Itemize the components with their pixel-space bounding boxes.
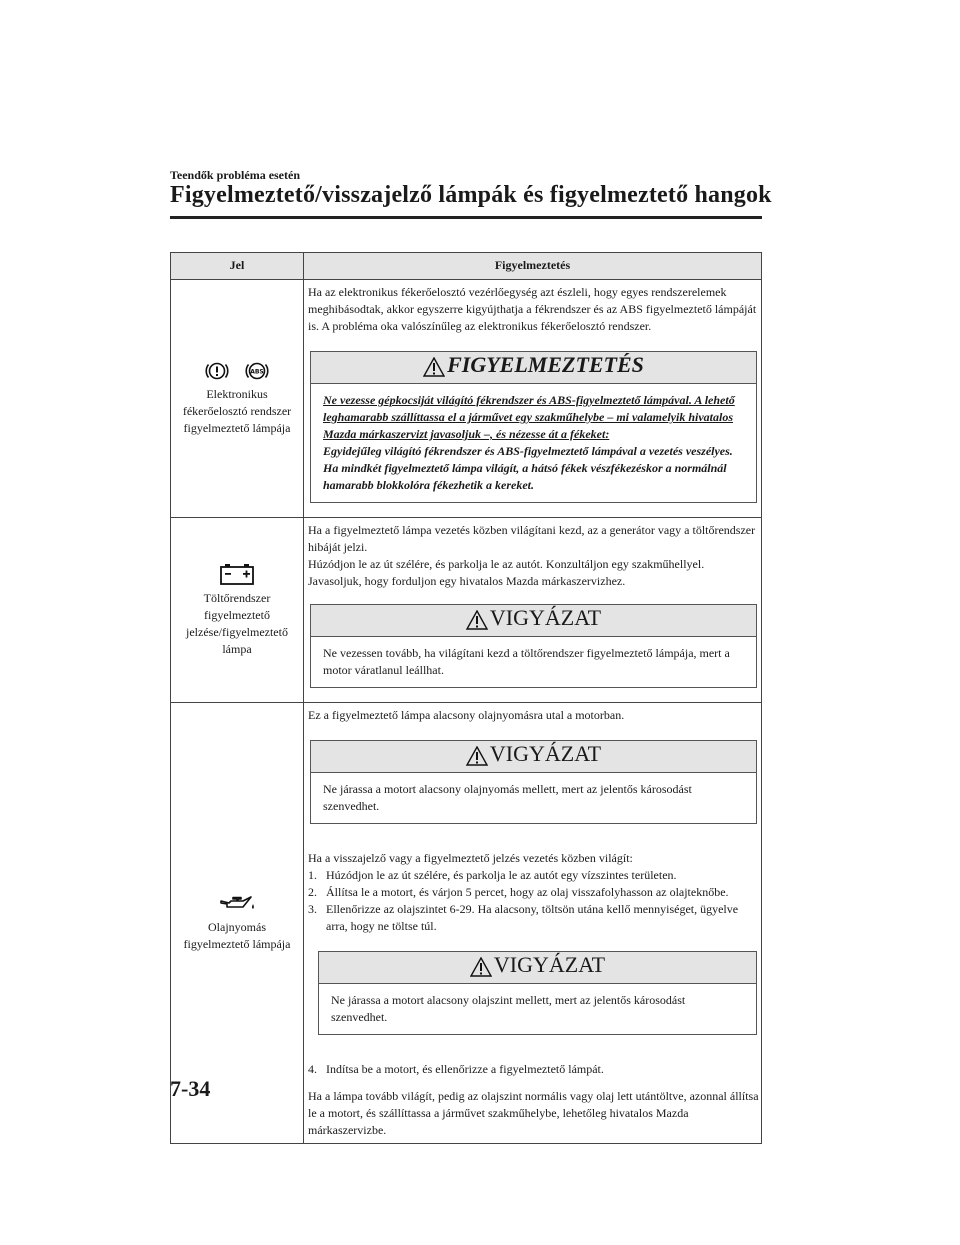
caution-box-header [311,605,756,637]
warning-cell [304,280,762,518]
caution-box-body: Ne járassa a motort alacsony olajnyomás mellett, mert az jelentős károsodást szenvedhet. [323,781,692,813]
list-item: 2. Állítsa le a motort, és várjon 5 percet, hogy az olaj visszafolyhasson az olajteknőbe. [308,884,729,899]
column-header-warning: Figyelmeztetés [304,253,762,280]
warning-cell [304,517,762,702]
column-header-symbol: Jel [171,253,304,280]
symbol-label: Töltőrendszer figyelmeztető jelzése/figyelmeztető lámpa [186,590,288,656]
warning-triangle-icon [470,957,492,977]
page-title: Figyelmeztető/visszajelző lámpák és figyelmeztető hangok [170,182,772,208]
oil-can-icon [217,893,257,915]
warning-box-body [311,384,756,502]
symbol-cell [171,517,304,702]
list-item: 3. Ellenőrizze az olajszintet 6-29. Ha alacsony, töltsön utána kellő mennyiséget, ügyelve arra, hogy ne töltse túl. [308,901,739,933]
caution-box [310,604,757,688]
list-item: 1. Húzódjon le az út szélére, és parkolja le az autót egy vízszintes területen. [308,867,677,882]
steps-list [308,1061,759,1078]
symbol-label: Elektronikus fékerőelosztó rendszer figyelmeztető lámpája [182,386,292,435]
section-label: Teendők probléma esetén [170,168,301,182]
warning-triangle-icon [466,610,488,630]
abs-icon-text: ABS [250,368,264,376]
warning-box-title: FIGYELMEZTETÉS [447,352,644,377]
table-row [171,702,762,1143]
brake-warning-icon [204,360,230,382]
abs-icon [244,360,270,382]
warning-cell [304,702,762,1143]
list-item: 4. Indítsa be a motort, és ellenőrizze a figyelmeztető lámpát. [308,1061,604,1076]
caution-box-title: VIGYÁZAT [493,951,606,977]
caution-box [318,951,757,1035]
description-text: Ez a figyelmeztető lámpa alacsony olajnyomásra utal a motorban. [308,707,625,722]
description-text: Ha a visszajelző vagy a figyelmeztető jelzés vezetés közben világít: [308,850,633,865]
caution-box [310,740,757,824]
description-text: Húzódjon le az út szélére, és parkolja le az autót. Konzultáljon egy szakműhellyel. Javasoljuk, hogy forduljon egy hivatalos Mazda márkaszervizhez. [308,556,705,588]
warning-text-2: Egyidejűleg világító fékrendszer és ABS-figyelmeztető lámpával a vezetés veszélyes. Ha mindkét figyelmeztető lámpa világít, a hátsó fékek vészfékezéskor a normálnál hamarabb blokkolóra fékezhetik a kereket. [323,443,733,492]
table-row [171,280,762,518]
warning-box [310,351,757,503]
description-text: Ha az elektronikus fékerőelosztó vezérlőegység azt észleli, hogy egyes rendszerelemek meghibásodtak, akkor egyszerre kigyújthatja a fékrendszer és az ABS figyelmeztető lámpáját is. A probléma oka valószínűleg az elektronikus fékerőelosztó rendszer. [308,285,757,333]
steps-list [308,867,759,935]
caution-box-title: VIGYÁZAT [489,604,602,630]
battery-icon [219,562,255,586]
symbol-cell [171,280,304,518]
warning-box-header [311,352,756,384]
title-rule [170,216,762,219]
description-text: Ha a figyelmeztető lámpa vezetés közben világítani kezd, az a generátor vagy a töltőrendszer hibáját jelzi. [308,522,756,554]
description-text: Ha a lámpa tovább világít, pedig az olajszint normális vagy olaj lett utántöltve, azonnal állítsa le a motort, és szállíttassa a járművet szakműhelybe, lehetőleg hivatalos Mazda márkaszervizbe. [308,1088,759,1137]
warning-triangle-icon [466,746,488,766]
caution-box-body: Ne vezessen tovább, ha világítani kezd a töltőrendszer figyelmeztető lámpája, mert a motor váratlanul leállhat. [323,645,730,677]
caution-box-title: VIGYÁZAT [489,740,602,766]
warning-triangle-icon [423,357,445,377]
warning-text-1: Ne vezesse gépkocsiját világító fékrendszer és ABS-figyelmeztető lámpával. A lehető leghamarabb szállíttassa el a járművet egy szakműhelybe – mi valamelyik hivatalos Mazda márkaszervizt javasoljuk –, és nézesse át a fékeket: [323,392,735,441]
caution-box-header [311,741,756,773]
page-number: 7-34 [170,1076,211,1101]
warning-lights-table [170,252,762,1144]
table-header-row [171,253,762,280]
table-row [171,517,762,702]
caution-box-header [319,952,756,984]
symbol-label: Olajnyomás figyelmeztető lámpája [183,919,291,951]
caution-box-body: Ne járassa a motort alacsony olajszint mellett, mert az jelentős károsodást szenvedhet. [331,992,686,1024]
